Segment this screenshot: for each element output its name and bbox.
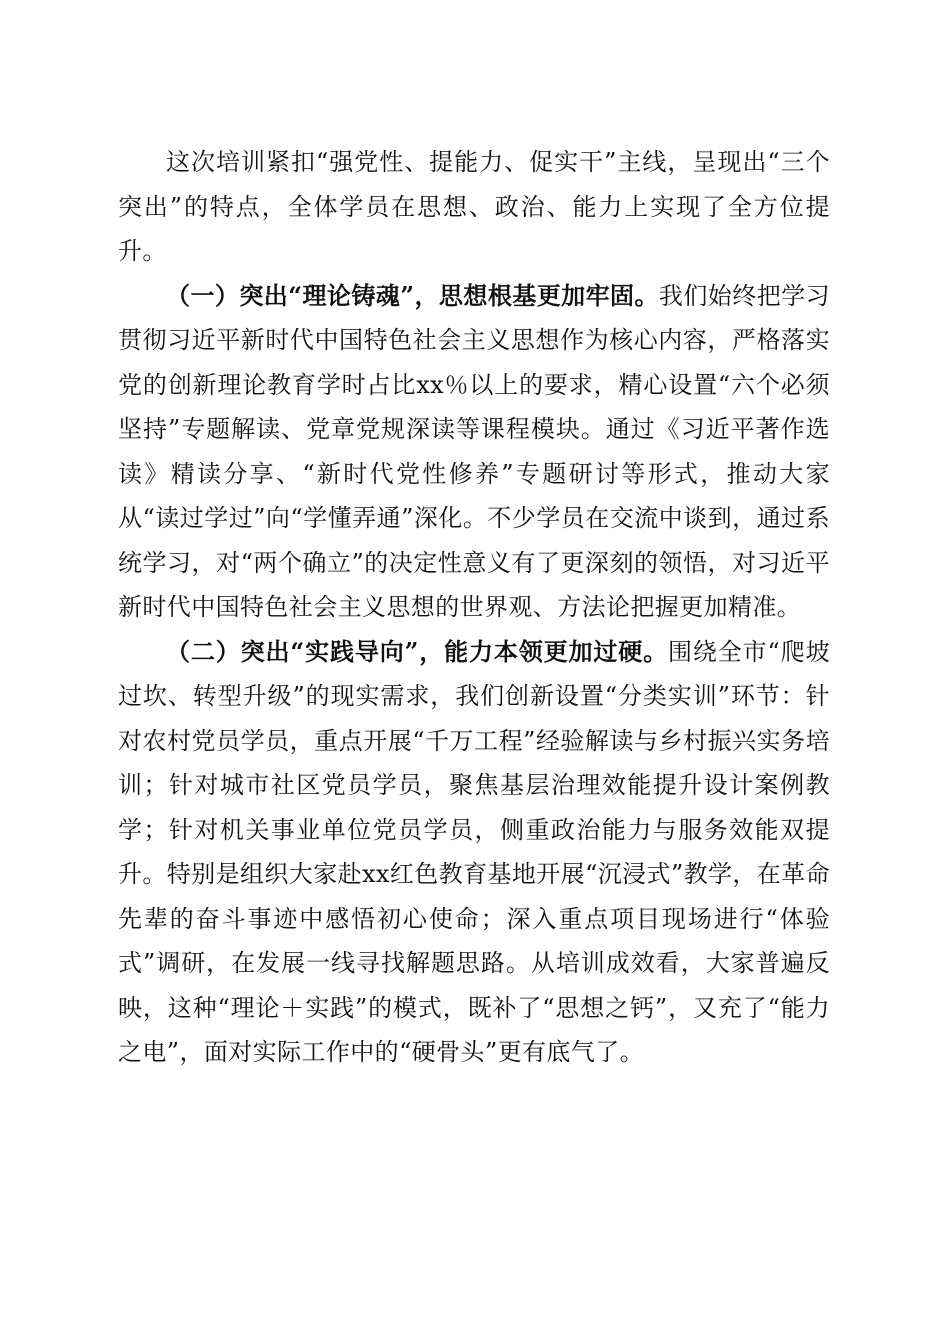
intro-paragraph-text: 这次培训紧扣“强党性、提能力、促实干”主线，呈现出“三个突出”的特点，全体学员在思想、政治、能力上实现了全方位提升。: [118, 148, 830, 265]
intro-paragraph: [118, 140, 830, 274]
document-page: [118, 140, 830, 1075]
section-one-heading: （一）突出“理论铸魂”，思想根基更加牢固。: [166, 280, 659, 310]
section-two-body: 围绕全市“爬坡过坎、转型升级”的现实需求，我们创新设置“分类实训”环节：针对农村党员学员，重点开展“千万工程”经验解读与乡村振兴实务培训；针对城市社区党员学员，聚焦基层治理效能提升设计案例教学；针对机关事业单位党员学员，侧重政治能力与服务效能双提升。特别是组织大家赴xx红色教育基地开展“沉浸式”教学，在革命先辈的奋斗事迹中感悟初心使命；深入重点项目现场进行“体验式”调研，在发展一线寻找解题思路。从培训成效看，大家普遍反映，这种“理论＋实践”的模式，既补了“思想之钙”，又充了“能力之电”，面对实际工作中的“硬骨头”更有底气了。: [118, 637, 831, 1066]
section-one-paragraph: [118, 274, 830, 630]
section-two-paragraph: [118, 630, 830, 1075]
section-two-heading: （二）突出“实践导向”，能力本领更加过硬。: [166, 636, 669, 666]
section-one-body: 我们始终把学习贯彻习近平新时代中国特色社会主义思想作为核心内容，严格落实党的创新理论教育学时占比xx％以上的要求，精心设置“六个必须坚持”专题解读、党章党规深读等课程模块。通过《习近平著作选读》精读分享、“新时代党性修养”专题研讨等形式，推动大家从“读过学过”向“学懂弄通”深化。不少学员在交流中谈到，通过系统学习，对“两个确立”的决定性意义有了更深刻的领悟，对习近平新时代中国特色社会主义思想的世界观、方法论把握更加精准。: [118, 281, 830, 621]
